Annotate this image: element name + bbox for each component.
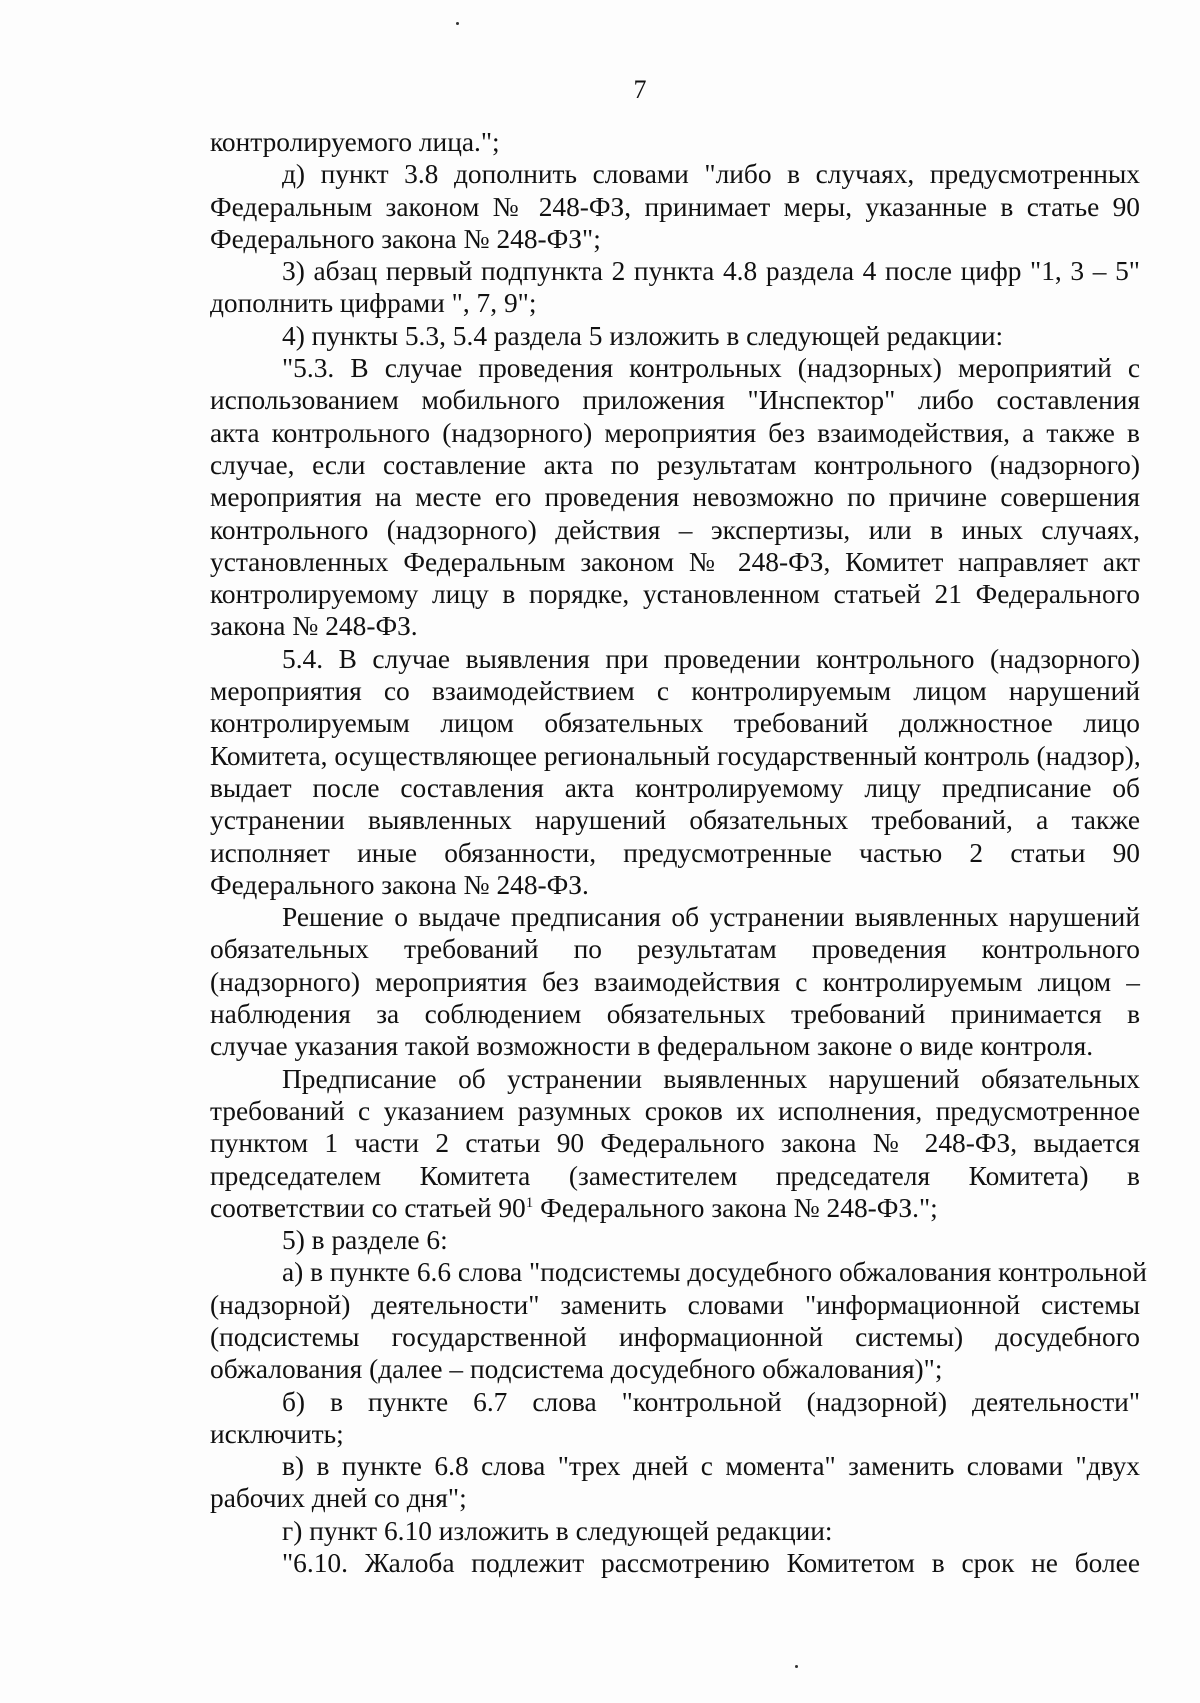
text-line	[210, 740, 1140, 772]
text-line	[210, 1386, 1140, 1418]
text-line	[210, 1224, 1140, 1256]
superscript: 1	[525, 1194, 534, 1211]
text-line-content: председателем Комитета (заместителем председателя Комитета) в	[210, 1160, 1140, 1191]
text-line	[210, 158, 1140, 190]
text-line-content: случае, если составление акта по результатам контрольного (надзорного)	[210, 449, 1140, 480]
text-line-content: Федерального закона № 248-ФЗ";	[210, 223, 601, 254]
text-line-content: установленных Федеральным законом № 248-ФЗ, Комитет направляет акт	[210, 546, 1140, 577]
text-line	[210, 1256, 1147, 1288]
text-line	[210, 481, 1140, 513]
text-line	[210, 514, 1140, 546]
text-line	[210, 610, 1140, 642]
scan-speck	[456, 22, 459, 25]
text-line-content: требований с указанием разумных сроков их исполнения, предусмотренное	[210, 1095, 1140, 1126]
text-line-content: контролируемым лицом обязательных требований должностное лицо	[210, 708, 1140, 739]
text-line	[210, 837, 1140, 869]
text-line-content: контролируемого лица.";	[210, 127, 500, 157]
text-line-content: в) в пункте 6.8 слова "трех дней с момента" заменить словами "двух	[282, 1451, 1140, 1482]
text-line-content: 4) пункты 5.3, 5.4 раздела 5 изложить в следующей редакции:	[282, 320, 1004, 351]
text-line	[210, 352, 1140, 384]
text-line-content: д) пункт 3.8 дополнить словами "либо в случаях, предусмотренных	[282, 159, 1140, 190]
text-line	[210, 1127, 1140, 1159]
text-line	[210, 675, 1140, 707]
text-line-content: (надзорного) мероприятия без взаимодействия с контролируемым лицом –	[210, 966, 1140, 997]
text-line-content: б) в пункте 6.7 слова "контрольной (надзорной) деятельности"	[282, 1386, 1140, 1417]
text-line-content: 5.4. В случае выявления при проведении контрольного (надзорного)	[282, 643, 1140, 674]
text-line-content: пунктом 1 части 2 статьи 90 Федерального закона № 248-ФЗ, выдается	[210, 1128, 1140, 1159]
text-line	[210, 1450, 1140, 1482]
text-line	[210, 643, 1140, 675]
text-line-content: г) пункт 6.10 изложить в следующей редакции:	[282, 1515, 833, 1546]
text-line	[210, 223, 1140, 255]
text-line-content: 5) в разделе 6:	[282, 1225, 448, 1256]
text-line-content: закона № 248-ФЗ.	[210, 611, 418, 642]
text-line	[210, 1515, 1140, 1547]
text-line-content: исключить;	[210, 1418, 344, 1449]
text-line-tail: Федерального закона № 248-ФЗ.";	[533, 1192, 938, 1223]
text-line-content: "6.10. Жалоба подлежит рассмотрению Комитетом в срок не более	[282, 1548, 1140, 1579]
text-line	[210, 772, 1140, 804]
text-line	[210, 933, 1140, 965]
text-line-content: акта контрольного (надзорного) мероприятия без взаимодействия, а также в	[210, 417, 1140, 448]
text-line	[210, 449, 1140, 481]
text-line-content: исполняет иные обязанности, предусмотренные частью 2 статьи 90	[210, 837, 1140, 868]
text-line-content: контролируемому лицу в порядке, установленном статьей 21 Федерального	[210, 579, 1140, 610]
text-line	[210, 1063, 1140, 1095]
text-line-content: контрольного (надзорного) действия – экспертизы, или в иных случаях,	[210, 514, 1140, 545]
text-line	[210, 901, 1140, 933]
text-line-content: использованием мобильного приложения "Инспектор" либо составления	[210, 385, 1140, 416]
text-line-content: Решение о выдаче предписания об устранении выявленных нарушений	[282, 902, 1140, 933]
document-body	[210, 126, 1147, 1579]
text-line	[210, 126, 1140, 158]
text-line-content: выдает после составления акта контролируемому лицу предписание об	[210, 772, 1140, 803]
text-line-content: дополнить цифрами ", 7, 9";	[210, 288, 537, 319]
text-line-content: мероприятия на месте его проведения невозможно по причине совершения	[210, 482, 1140, 513]
text-line	[210, 804, 1140, 836]
text-line	[210, 707, 1140, 739]
text-line	[210, 1321, 1140, 1353]
text-line-content: Федерального закона № 248-ФЗ.	[210, 869, 589, 900]
text-line	[210, 578, 1140, 610]
text-line	[210, 966, 1140, 998]
text-line-content: а) в пункте 6.6 слова "подсистемы досудебного обжалования контрольной	[282, 1257, 1147, 1288]
text-line	[210, 1418, 1140, 1450]
text-line	[210, 191, 1140, 223]
text-line	[210, 320, 1140, 352]
text-line-content: наблюдения за соблюдением обязательных требований принимается в	[210, 999, 1140, 1030]
text-line	[210, 869, 1140, 901]
text-line	[210, 1353, 1140, 1385]
text-line	[210, 546, 1140, 578]
text-line-content: 3) абзац первый подпункта 2 пункта 4.8 раздела 4 после цифр "1, 3 – 5"	[282, 256, 1140, 287]
text-line	[210, 1192, 1140, 1224]
text-line	[210, 384, 1140, 416]
text-line-content: обязательных требований по результатам проведения контрольного	[210, 934, 1140, 965]
text-line-content: (надзорной) деятельности" заменить словами "информационной системы	[210, 1289, 1140, 1320]
text-line-content: рабочих дней со дня";	[210, 1483, 467, 1514]
text-line	[210, 1030, 1140, 1062]
text-line-content: (подсистемы государственной информационной системы) досудебного	[210, 1321, 1140, 1352]
text-line	[210, 417, 1140, 449]
text-line-content: Федеральным законом № 248-ФЗ, принимает меры, указанные в статье 90	[210, 191, 1140, 222]
text-line-content: Комитета, осуществляющее региональный государственный контроль (надзор),	[210, 740, 1141, 771]
text-line-content: соответствии со статьей 90	[210, 1192, 526, 1223]
text-line	[210, 1160, 1140, 1192]
page-number: 7	[633, 75, 647, 104]
text-line-content: случае указания такой возможности в федеральном законе о виде контроля.	[210, 1031, 1094, 1062]
text-line	[210, 1482, 1140, 1514]
text-line	[210, 998, 1140, 1030]
text-line-content: мероприятия со взаимодействием с контролируемым лицом нарушений	[210, 676, 1140, 707]
text-line	[210, 1547, 1140, 1579]
text-line	[210, 1095, 1140, 1127]
scan-speck	[795, 1665, 798, 1668]
text-line	[210, 1289, 1140, 1321]
text-line-content: устранении выявленных нарушений обязательных требований, а также	[210, 805, 1140, 836]
text-line	[210, 255, 1140, 287]
text-line	[210, 287, 1140, 319]
text-line-content: "5.3. В случае проведения контрольных (надзорных) мероприятий с	[282, 353, 1140, 384]
text-line-content: обжалования (далее – подсистема досудебного обжалования)";	[210, 1354, 943, 1385]
text-line-content: Предписание об устранении выявленных нарушений обязательных	[282, 1063, 1140, 1094]
